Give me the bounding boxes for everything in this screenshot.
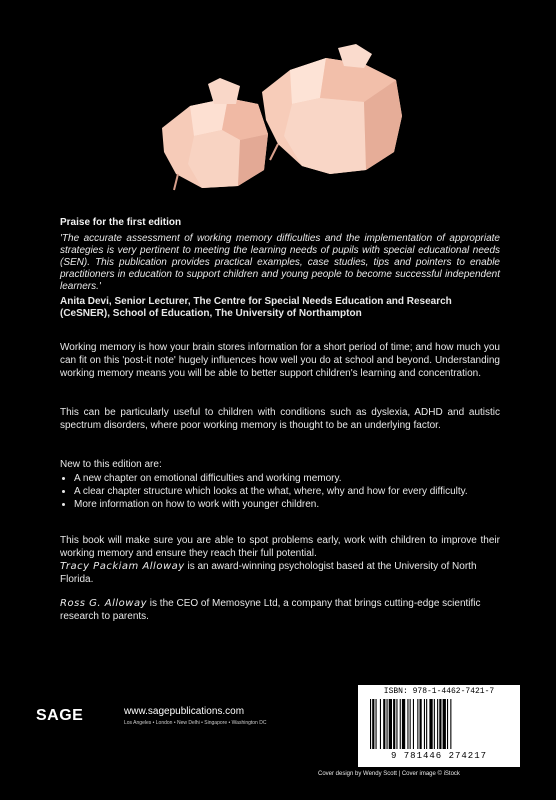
publisher-url: www.sagepublications.com [124, 706, 245, 717]
barcode-digits: 9 781446 274217 [390, 751, 487, 761]
author-bio-2 [60, 597, 500, 623]
list-item: • A new chapter on emotional difficulties and working memory. [74, 472, 504, 485]
list-item: • More information on how to work with younger children. [74, 498, 504, 511]
sage-logo: SAGE [36, 707, 84, 724]
publisher-cities: Los Angeles • London • New Delhi • Singapore • Washington DC [124, 720, 267, 726]
author-bio-text-1: is an award-winning psychologist based at the University of North Florida. [60, 561, 477, 585]
isbn-label: ISBN: 978-1-4462-7421-7 [383, 687, 495, 696]
new-edition-list [60, 472, 504, 511]
praise-attribution: Anita Devi, Senior Lecturer, The Centre for Special Needs Education and Research (CeSNER), School of Education, The University of Northampton [60, 296, 452, 319]
praise-quote: 'The accurate assessment of working memory difficulties and the implementation of appropriate strategies is very pertinent to meeting the learning needs of pupils with special educational needs (SEN). This publication provides practical examples, case studies, tips and pointers to enable practitioners in education to support children and young people to become successful independent learners.' [60, 233, 500, 292]
cover-credits: Cover design by Wendy Scott | Cover image © iStock [318, 771, 460, 777]
praise-heading: Praise for the first edition [60, 217, 182, 228]
list-item: • A clear chapter structure which looks at the what, where, why and how for every difficulty. [74, 485, 504, 498]
author-bio-1 [60, 560, 500, 586]
barcode-bars [368, 699, 510, 749]
author-bio-text-2: is the CEO of Memosyne Ltd, a company that brings cutting-edge scientific research to parents. [60, 598, 481, 622]
new-edition-intro: New to this edition are: [60, 459, 162, 470]
isbn-barcode [358, 685, 520, 767]
description-paragraph-4: This book will make sure you are able to spot problems early, work with children to improve their working memory and ensure they reach their full potential. [60, 535, 500, 559]
description-paragraph-1: Working memory is how your brain stores information for a short period of time; and how much you can fit on this 'post-it note' hugely influences how well you do at school and beyond. Understanding working memory means you will be able to better support children's learning and concentration. [60, 342, 500, 379]
description-paragraph-2: This can be particularly useful to children with conditions such as dyslexia, ADHD and autistic spectrum disorders, where poor working memory is thought to be an underlying factor. [60, 407, 500, 431]
large-origami-elephant [262, 44, 402, 174]
origami-elephants-image [150, 40, 410, 200]
small-origami-elephant [162, 78, 268, 190]
author-name-1: Tracy Packiam Alloway [60, 561, 185, 572]
author-name-2: Ross G. Alloway [60, 598, 148, 609]
